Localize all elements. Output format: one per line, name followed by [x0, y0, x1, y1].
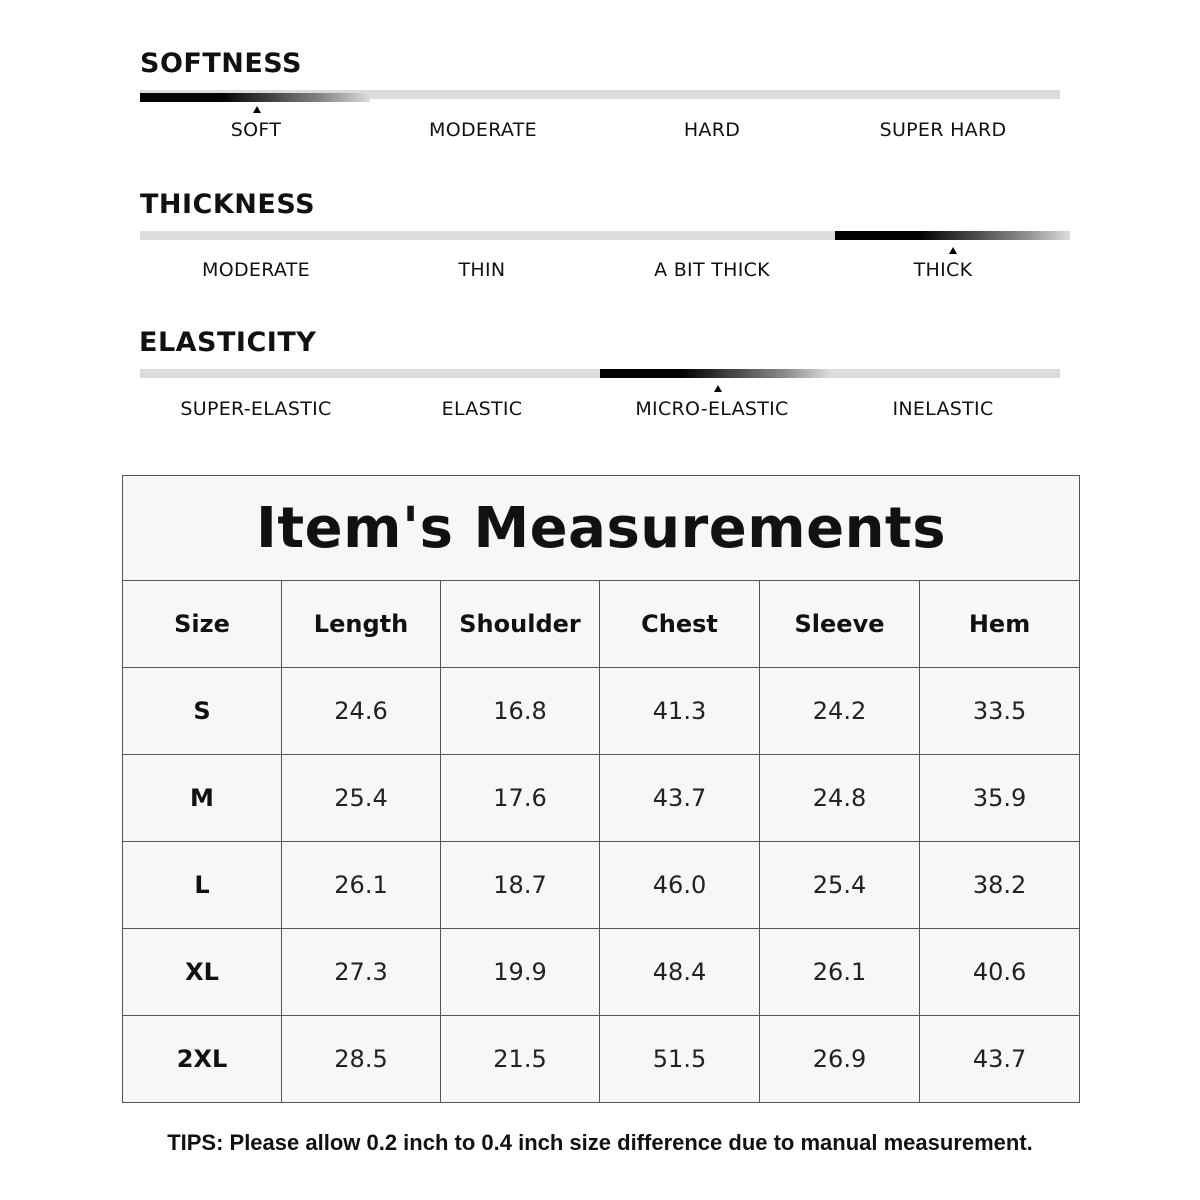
cell-size: 2XL — [123, 1016, 282, 1103]
softness-title: SOFTNESS — [140, 48, 302, 79]
elasticity-label-inelastic: INELASTIC — [892, 398, 994, 420]
table-row — [123, 668, 1080, 755]
softness-fill — [140, 93, 370, 102]
cell-shoulder: 16.8 — [441, 668, 600, 755]
cell-length: 26.1 — [282, 842, 441, 929]
cell-chest: 46.0 — [600, 842, 760, 929]
cell-chest: 41.3 — [600, 668, 760, 755]
cell-size: L — [123, 842, 282, 929]
cell-hem: 35.9 — [920, 755, 1080, 842]
cell-chest: 43.7 — [600, 755, 760, 842]
cell-size: M — [123, 755, 282, 842]
cell-length: 24.6 — [282, 668, 441, 755]
header-sleeve: Sleeve — [760, 581, 920, 668]
table-row — [123, 842, 1080, 929]
thickness-marker-icon — [949, 247, 957, 254]
thickness-fill — [835, 231, 1070, 240]
elasticity-title: ELASTICITY — [139, 327, 317, 358]
cell-shoulder: 19.9 — [441, 929, 600, 1016]
header-chest: Chest — [600, 581, 760, 668]
table-row — [123, 1016, 1080, 1103]
softness-label-hard: HARD — [683, 119, 741, 141]
softness-label-super-hard: SUPER HARD — [879, 119, 1007, 141]
cell-size: XL — [123, 929, 282, 1016]
header-shoulder: Shoulder — [441, 581, 600, 668]
thickness-title: THICKNESS — [140, 189, 316, 220]
thickness-label-thick: THICK — [913, 259, 973, 281]
cell-chest: 51.5 — [600, 1016, 760, 1103]
elasticity-marker-icon — [714, 385, 722, 392]
thickness-label-moderate: MODERATE — [202, 259, 310, 281]
softness-label-soft: SOFT — [230, 119, 282, 141]
cell-size: S — [123, 668, 282, 755]
cell-hem: 38.2 — [920, 842, 1080, 929]
cell-hem: 43.7 — [920, 1016, 1080, 1103]
cell-shoulder: 17.6 — [441, 755, 600, 842]
softness-label-moderate: MODERATE — [429, 119, 537, 141]
header-size: Size — [123, 581, 282, 668]
softness-marker-icon — [253, 106, 261, 113]
tips-note: TIPS: Please allow 0.2 inch to 0.4 inch size difference due to manual measurement. — [167, 1130, 1033, 1155]
thickness-label-thin: THIN — [458, 259, 506, 281]
measurements-table — [122, 475, 1080, 1103]
cell-length: 27.3 — [282, 929, 441, 1016]
header-hem: Hem — [920, 581, 1080, 668]
cell-chest: 48.4 — [600, 929, 760, 1016]
thickness-label-a-bit-thick: A BIT THICK — [654, 259, 770, 281]
cell-length: 28.5 — [282, 1016, 441, 1103]
elasticity-label-elastic: ELASTIC — [441, 398, 523, 420]
cell-sleeve: 24.8 — [760, 755, 920, 842]
cell-hem: 33.5 — [920, 668, 1080, 755]
cell-shoulder: 21.5 — [441, 1016, 600, 1103]
cell-length: 25.4 — [282, 755, 441, 842]
elasticity-label-super-elastic: SUPER-ELASTIC — [180, 398, 332, 420]
header-length: Length — [282, 581, 441, 668]
cell-sleeve: 25.4 — [760, 842, 920, 929]
cell-hem: 40.6 — [920, 929, 1080, 1016]
table-row — [123, 755, 1080, 842]
cell-sleeve: 26.9 — [760, 1016, 920, 1103]
cell-shoulder: 18.7 — [441, 842, 600, 929]
table-row — [123, 929, 1080, 1016]
cell-sleeve: 26.1 — [760, 929, 920, 1016]
table-header-row — [123, 581, 1080, 668]
table-title: Item's Measurements — [123, 476, 1080, 581]
cell-sleeve: 24.2 — [760, 668, 920, 755]
elasticity-fill — [600, 369, 830, 378]
elasticity-label-micro-elastic: MICRO-ELASTIC — [635, 398, 789, 420]
